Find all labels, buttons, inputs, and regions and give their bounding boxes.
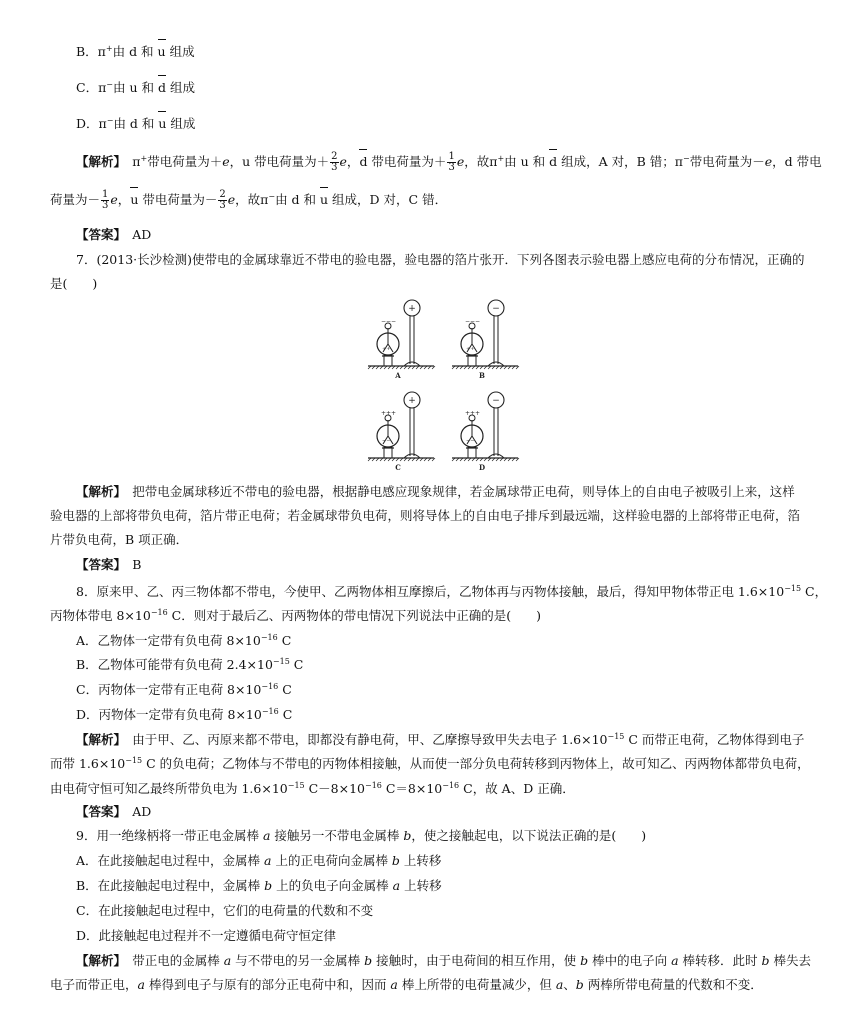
analysis-8-line3: 由电荷守恒可知乙最终所带负电为 $1.6\times 10^{-15}$ $C-8\times 10^{-16}$ $C=8\times 10^{-16}$ C，故 A、D 正确． [50,781,575,796]
svg-text:−−−: −−− [465,318,481,325]
question-9: 9．用一绝缘柄将一带正电金属棒 a 接触另一不带电金属棒 b，使之接触起电，以下说法正确的是( ) [76,828,647,843]
option-8c: C．丙物体一定带有正电荷 $8\times 10^{-16}$ C [76,682,292,697]
answer-7: 【答案】 B [76,557,142,572]
option-9d: D．此接触起电过程并不一定遵循电荷守恒定律 [76,928,337,943]
option-8d: D．丙物体一定带有负电荷 $8\times 10^{-16}$ C [76,707,293,722]
question-7-cont: 是( ) [50,276,98,291]
electroscope-diagram [452,300,519,380]
svg-text:++: ++ [382,346,391,352]
answer-8: 【答案】 AD [76,804,152,819]
option-c: C．π−由 u 和 d 组成 [76,80,195,95]
option-9b: B．在此接触起电过程中，金属棒 b 上的负电子向金属棒 a 上转移 [76,878,442,893]
svg-text:−−−: −−− [381,318,397,325]
svg-text:+++: +++ [381,410,397,417]
figure-label: C [395,463,401,472]
electroscope-diagram [368,300,435,380]
question-8-line2: 丙物体带电 $8\times 10^{-16}$ C．则对于最后乙、丙两物体的带电情况下列说法中正确的是( ) [50,608,541,623]
analysis-9-line1: 【解析】 带正电的金属棒 a 与不带电的另一金属棒 b 接触时，由于电荷间的相互作用，使 b 棒中的电子向 a 棒转移．此时 b 棒失去 [76,953,811,968]
ball-charge-sign: + [408,396,416,406]
figure-label: B [479,371,485,380]
figure-label: D [478,463,486,472]
question-8-line1: 8．原来甲、乙、丙三物体都不带电，今使甲、乙两物体相互摩擦后，乙物体再与丙物体接触，最后，得知甲物体带正电 $1.6\times 10^{-15}$ C， [76,584,828,599]
answer-6: 【答案】 AD [76,227,152,242]
ball-charge-sign: − [492,396,500,406]
analysis-7-line2: 验电器的上部将带负电荷，箔片带正电荷；若金属球带负电荷，则将导体上的自由电子排斥到最远端，这样验电器的上部将带正电荷，箔 [50,508,801,523]
option-9c: C．在此接触起电过程中，它们的电荷量的代数和不变 [76,903,374,918]
option-d: D．π−由 d 和 u 组成 [76,116,196,131]
svg-text:−−: −− [466,438,475,444]
electroscope-diagram [452,392,519,472]
analysis-7-line3: 片带负电荷，B 项正确． [50,532,189,547]
analysis-8-line2: 而带 $1.6\times 10^{-15}$ C 的负电荷；乙物体与不带电的丙物体相接触，从而使一部分负电荷转移到丙物体上，故可知乙、丙两物体都带负电荷， [50,756,810,771]
option-b: B．π+由 d 和 u 组成 [76,44,195,59]
ball-charge-sign: + [408,304,416,314]
svg-text:−−: −− [382,438,391,444]
svg-text:+++: +++ [465,410,481,417]
option-8a: A．乙物体一定带有负电荷 $8\times 10^{-16}$ C [76,633,292,648]
electroscope-figures [364,296,524,476]
analysis-8-line1: 【解析】 由于甲、乙、丙原来都不带电，即都没有静电荷，甲、乙摩擦导致甲失去电子 $1.6\times 10^{-15}$ C 而带正电荷，乙物体得到电子 [76,732,805,747]
analysis-7-line1: 【解析】 把带电金属球移近不带电的验电器，根据静电感应现象规律，若金属球带正电荷，则导体上的自由电子被吸引上来，这样 [76,484,795,499]
svg-text:++: ++ [466,346,475,352]
question-7: 7．(2013·长沙检测)使带电的金属球靠近不带电的验电器，验电器的箔片张开．下列各图表示验电器上感应电荷的分布情况，正确的 [76,252,805,267]
figure-label: A [395,371,401,380]
option-8b: B．乙物体可能带有负电荷 $2.4\times 10^{-15}$ C [76,657,304,672]
option-9a: A．在此接触起电过程中，金属棒 a 上的正电荷向金属棒 b 上转移 [76,853,442,868]
analysis-6-line1: 【解析】 π+带电荷量为＋e，u 带电荷量为＋ $\frac{2}{3}$ e，d 带电荷量为＋ $\frac{1}{3}$ e，故π+由 u 和 d 组成，A 对，B 错；π−带电荷量为－e，d 带电 [76,151,822,173]
ball-charge-sign: − [492,304,500,314]
analysis-9-line2: 电子而带正电，a 棒得到电子与原有的部分正电荷中和，因而 a 棒上所带的电荷量减少，但 a、b 两棒所带电荷量的代数和不变． [50,977,763,992]
electroscope-diagram [368,392,435,472]
analysis-6-line2: 荷量为－ $\frac{1}{3}$ e，u 带电荷量为－ $\frac{2}{3}$ e，故π−由 d 和 u 组成，D 对，C 错． [50,189,448,211]
